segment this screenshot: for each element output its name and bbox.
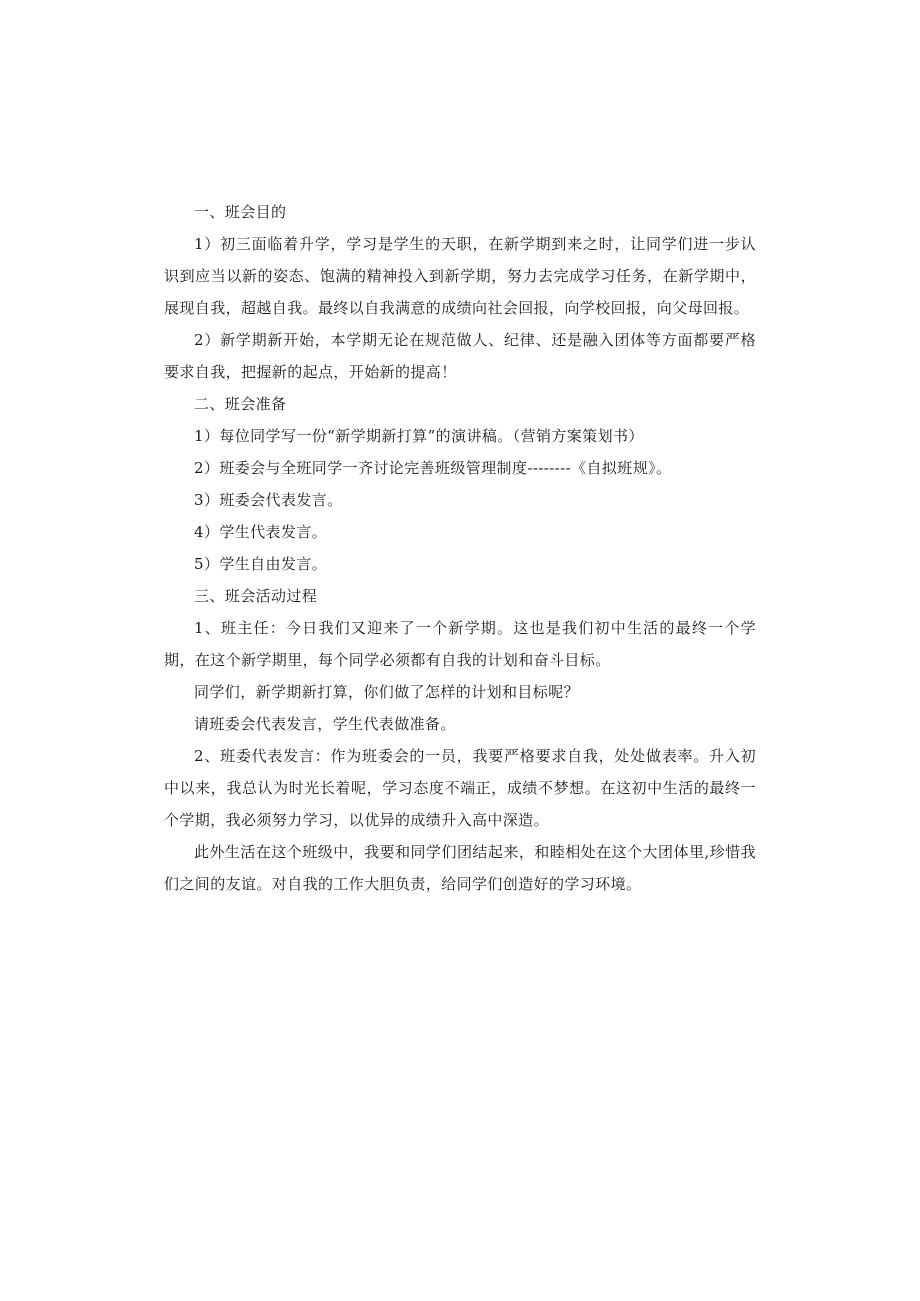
- process-paragraph-3: 请班委会代表发言，学生代表做准备。: [194, 715, 456, 733]
- preparation-item-1: 1）每位同学写一份“新学期新打算”的演讲稿。（营销方案策划书）: [194, 427, 644, 445]
- document-body: [164, 196, 756, 900]
- process-paragraph-4: 2、班委代表发言：作为班委会的一员，我要严格要求自我，处处做表率。升入初中以来，我总认为时光长着呢，学习态度不端正，成绩不梦想。在这初中生活的最终一个学期，我必须努力学习，以优异的成绩升入高中深造。: [164, 747, 756, 829]
- preparation-item-4: 4）学生代表发言。: [194, 523, 328, 541]
- process-paragraph-1: 1、班主任：今日我们又迎来了一个新学期。这也是我们初中生活的最终一个学期，在这个新学期里，每个同学必须都有自我的计划和奋斗目标。: [164, 619, 756, 669]
- preparation-item-2: 2）班委会与全班同学一齐讨论完善班级管理制度--------《自拟班规》。: [194, 459, 672, 477]
- section-heading-process: 三、班会活动过程: [194, 587, 318, 605]
- purpose-item-2: 2）新学期新开始，本学期无论在规范做人、纪律、还是融入团体等方面都要严格要求自我，把握新的起点，开始新的提高！: [164, 331, 756, 381]
- section-heading-preparation: 二、班会准备: [194, 395, 287, 413]
- process-paragraph-5: 此外生活在这个班级中，我要和同学们团结起来，和睦相处在这个大团体里,珍惜我们之间的友谊。对自我的工作大胆负责，给同学们创造好的学习环境。: [164, 843, 756, 893]
- process-paragraph-2: 同学们，新学期新打算，你们做了怎样的计划和目标呢？: [194, 683, 580, 701]
- preparation-item-5: 5）学生自由发言。: [194, 555, 328, 573]
- section-heading-purpose: 一、班会目的: [194, 203, 287, 221]
- purpose-item-1: 1）初三面临着升学，学习是学生的天职，在新学期到来之时，让同学们进一步认识到应当以新的姿态、饱满的精神投入到新学期，努力去完成学习任务，在新学期中，展现自我，超越自我。最终以自我满意的成绩向社会回报，向学校回报，向父母回报。: [164, 235, 756, 317]
- preparation-item-3: 3）班委会代表发言。: [194, 491, 343, 509]
